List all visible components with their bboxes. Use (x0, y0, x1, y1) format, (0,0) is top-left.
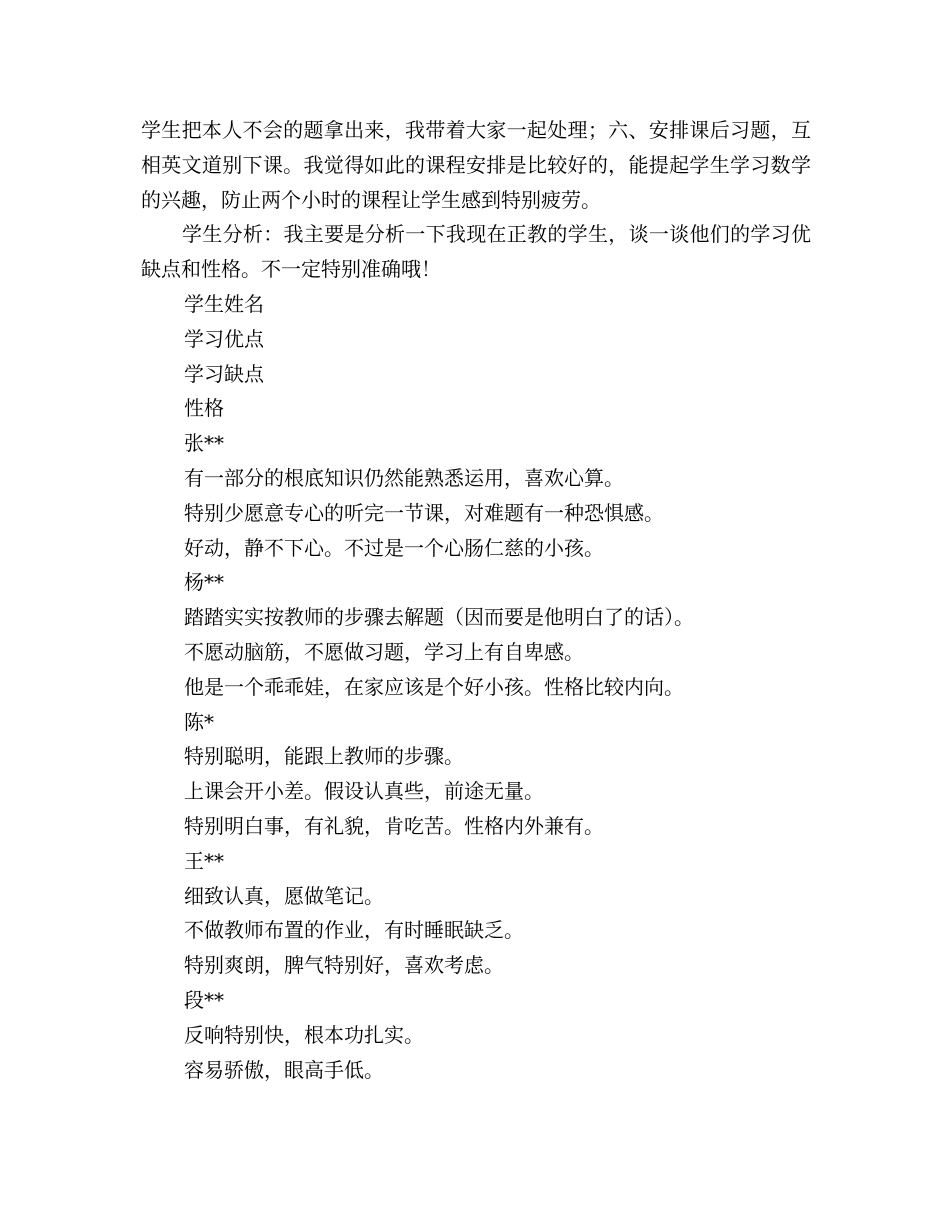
student-entry (141, 426, 811, 565)
student-strength: 有一部分的根底知识仍然能熟悉运用，喜欢心算。 (184, 465, 624, 490)
paragraph-course-schedule: 学生把本人不会的题拿出来，我带着大家一起处理；六、安排课后习题，互相英文道别下课。我觉得如此的课程安排是比较好的，能提起学生学习数学的兴趣，防止两个小时的课程让学生感到特别疲劳。 (141, 118, 811, 212)
student-name: 王** (184, 848, 224, 873)
student-personality: 好动，静不下心。不过是一个心肠仁慈的小孩。 (184, 535, 604, 560)
student-entry (141, 705, 811, 844)
student-entry (141, 844, 811, 983)
student-weakness: 特别少愿意专心的听完一节课，对难题有一种恐惧感。 (184, 500, 664, 525)
column-header-list (141, 287, 811, 426)
student-weakness: 容易骄傲，眼高手低。 (184, 1057, 384, 1082)
student-personality: 特别明白事，有礼貌，肯吃苦。性格内外兼有。 (184, 813, 604, 838)
student-name: 段** (184, 987, 224, 1012)
student-strength: 细致认真，愿做笔记。 (184, 883, 384, 908)
document-body (141, 113, 811, 1087)
student-weakness: 不愿动脑筋，不愿做习题，学习上有自卑感。 (184, 639, 584, 664)
student-weakness: 不做教师布置的作业，有时睡眠缺乏。 (184, 918, 524, 943)
student-personality: 他是一个乖乖娃，在家应该是个好小孩。性格比较内向。 (184, 674, 684, 699)
student-strength: 踏踏实实按教师的步骤去解题（因而要是他明白了的话）。 (184, 605, 694, 630)
paragraph-student-analysis: 学生分析：我主要是分析一下我现在正教的学生，谈一谈他们的学习优缺点和性格。不一定特别准确哦！ (141, 222, 811, 282)
student-strength: 特别聪明，能跟上教师的步骤。 (184, 744, 464, 769)
student-name: 杨** (184, 570, 224, 595)
student-entry (141, 565, 811, 704)
student-weakness: 上课会开小差。假设认真些，前途无量。 (184, 779, 544, 804)
student-personality: 特别爽朗，脾气特别好，喜欢考虑。 (184, 953, 504, 978)
student-name: 陈* (184, 709, 214, 734)
student-entry (141, 983, 811, 1087)
header-student-name: 学生姓名 (184, 291, 264, 316)
student-strength: 反响特别快，根本功扎实。 (184, 1022, 424, 1047)
header-personality: 性格 (184, 396, 224, 421)
header-strengths: 学习优点 (184, 326, 264, 351)
student-name: 张** (184, 431, 224, 456)
header-weaknesses: 学习缺点 (184, 361, 264, 386)
